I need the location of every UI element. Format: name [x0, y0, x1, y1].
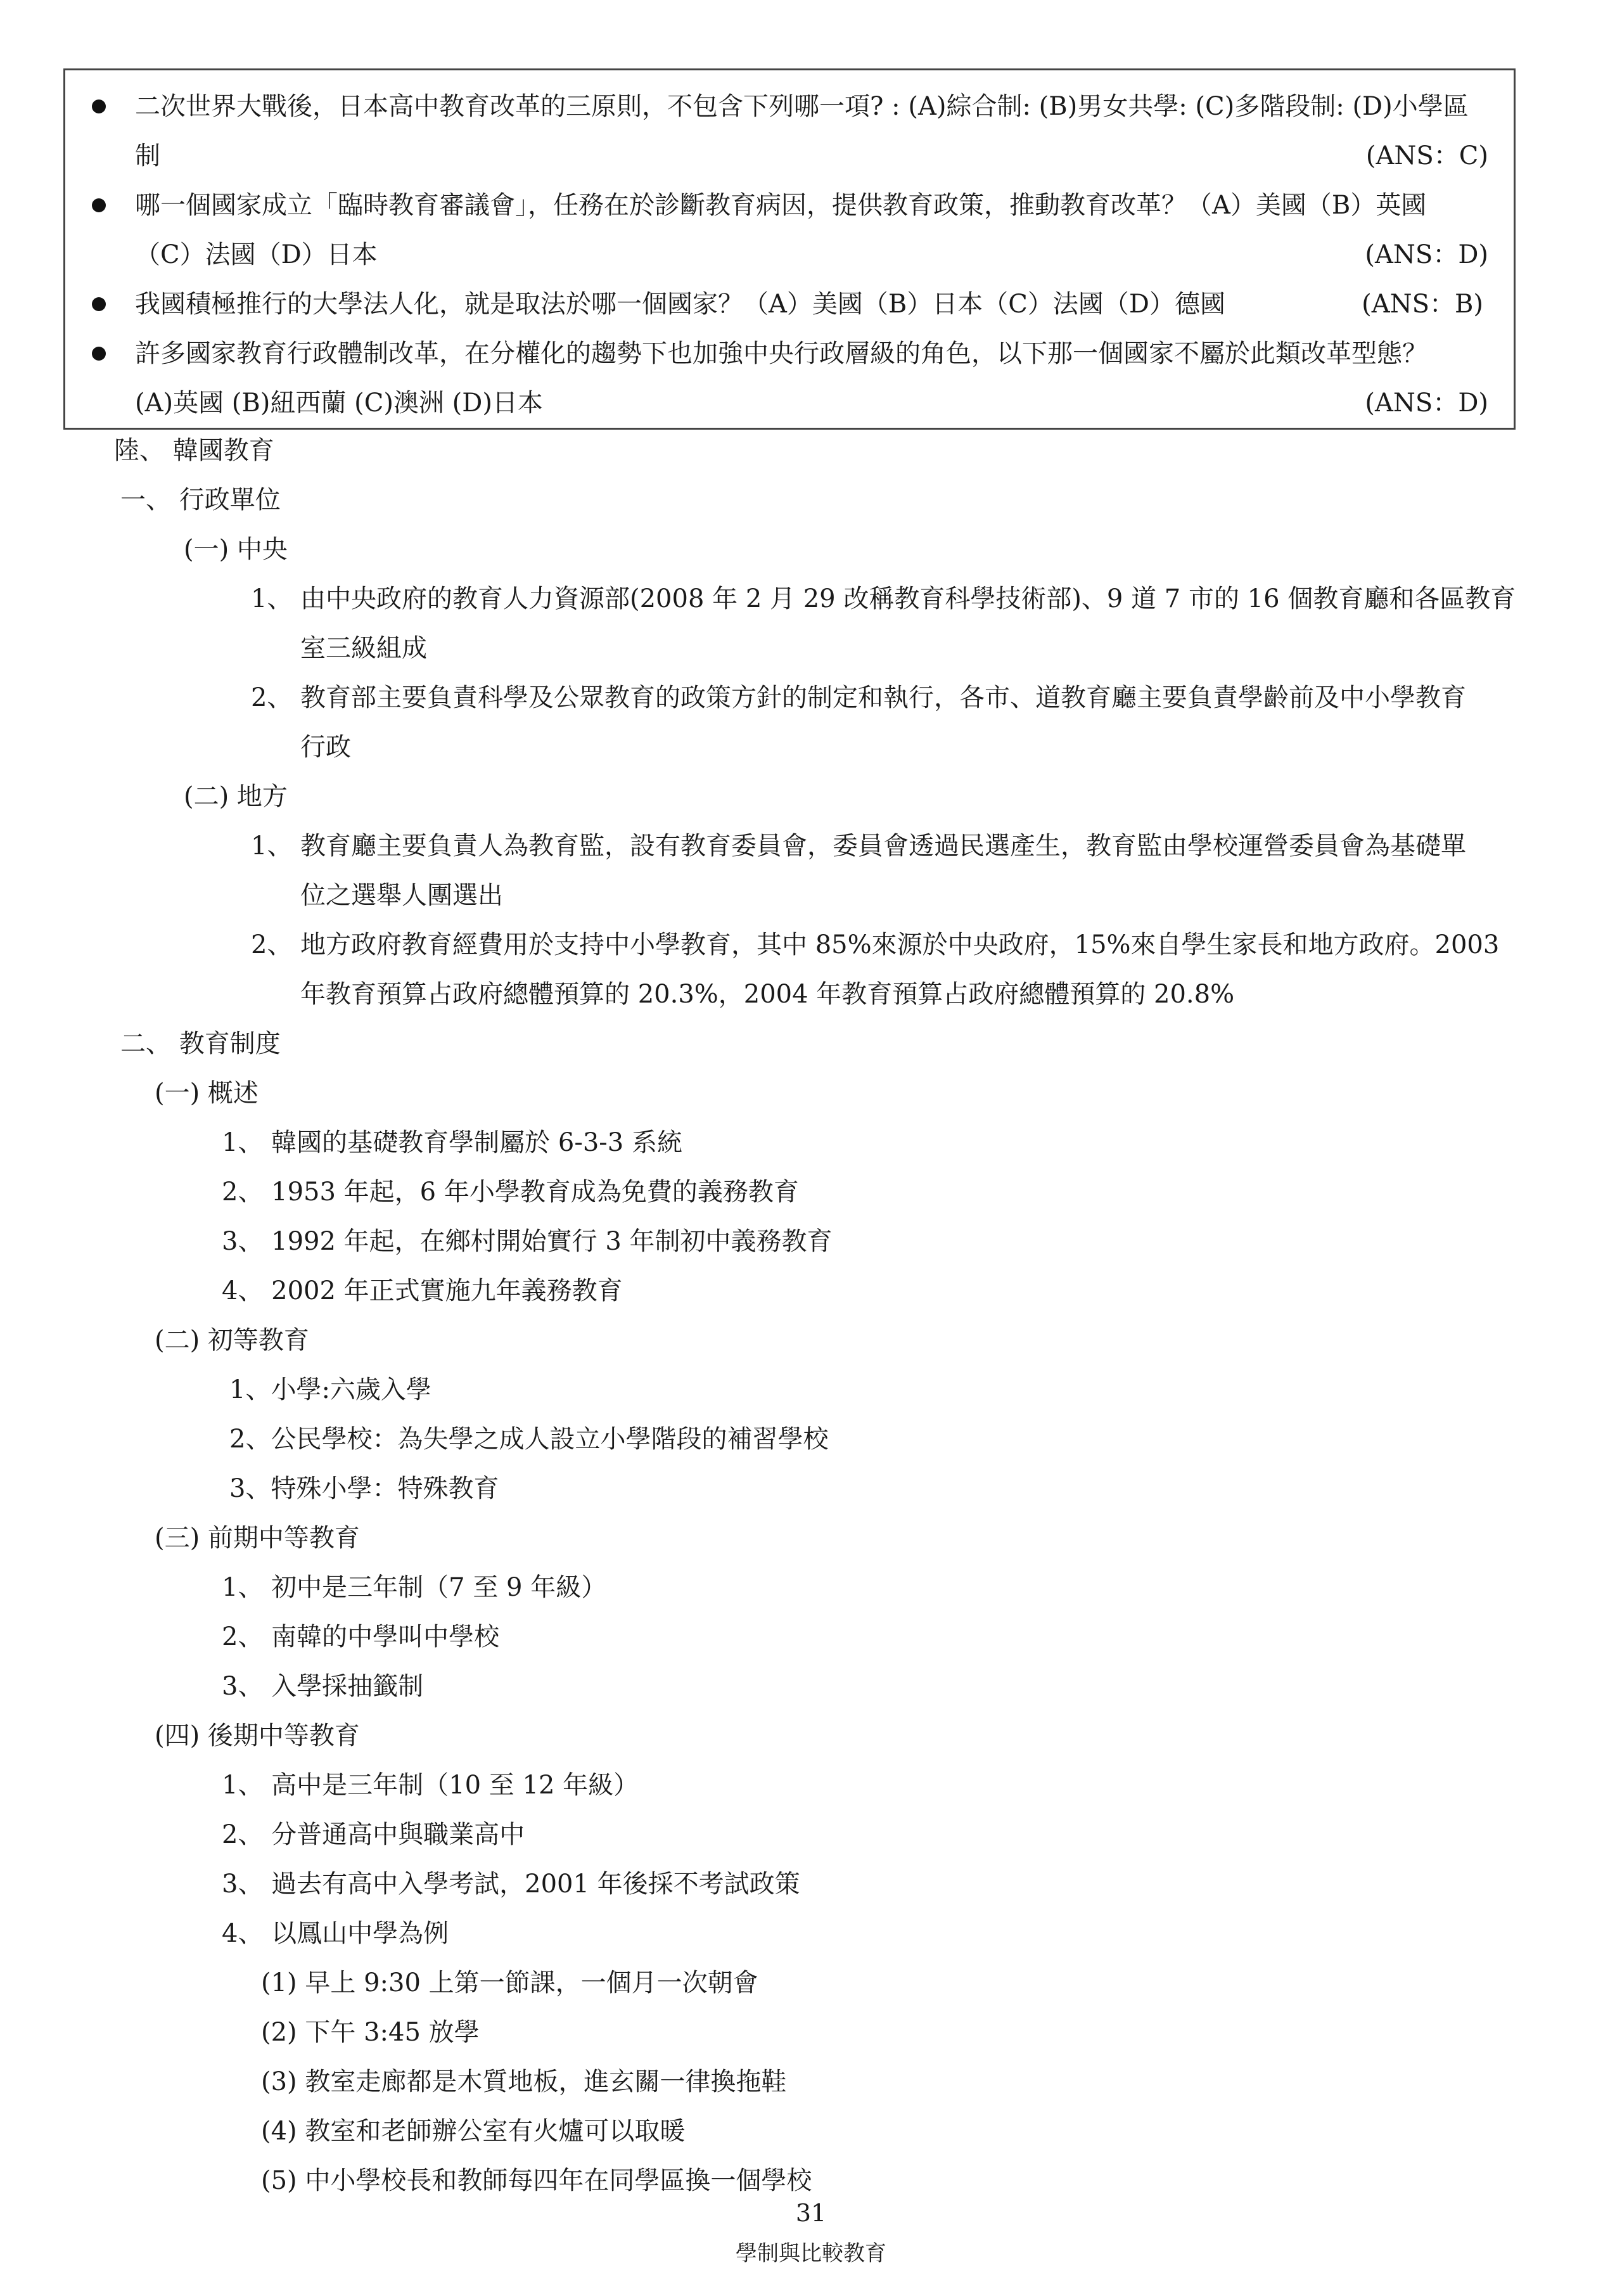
subsection-heading: (二) 初等教育	[155, 1326, 309, 1355]
paragraph-text: 室三級組成	[300, 634, 427, 663]
list-item: 1、 高中是三年制（10 至 12 年級）	[222, 1771, 639, 1800]
subsection-heading: (三) 前期中等教育	[155, 1523, 360, 1553]
answer-key: (ANS：D)	[1365, 388, 1488, 418]
list-item: 3、特殊小學：特殊教育	[229, 1474, 499, 1503]
list-item: 3、 入學採抽籤制	[222, 1672, 424, 1701]
question-text-cont: 制	[135, 141, 160, 170]
answer-key: (ANS：B)	[1362, 290, 1483, 319]
answer-key: (ANS：C)	[1365, 141, 1488, 170]
footer-title: 學制與比較教育	[736, 2241, 886, 2266]
list-item: 4、 2002 年正式實施九年義務教育	[222, 1276, 623, 1305]
list-item: 2、 分普通高中與職業高中	[222, 1820, 525, 1849]
bullet-icon	[92, 99, 106, 113]
paragraph-text: 教育部主要負責科學及公眾教育的政策方針的制定和執行，各市、道教育廳主要負責學齡前及中小學教育	[300, 683, 1466, 712]
question-text: 許多國家教育行政體制改革，在分權化的趨勢下也加強中央行政層級的角色，以下那一個國家不屬於此類改革型態？	[135, 339, 1427, 368]
bullet-icon	[92, 347, 106, 361]
list-number: 1、	[251, 584, 293, 613]
question-text: 我國積極推行的大學法人化，就是取法於哪一個國家？（A）美國（B）日本（C）法國（D）德國	[135, 290, 1225, 319]
question-text-cont: (A)英國 (B)紐西蘭 (C)澳洲 (D)日本	[135, 388, 543, 418]
list-item: (5) 中小學校長和教師每四年在同學區換一個學校	[261, 2166, 812, 2195]
bullet-icon	[92, 297, 106, 311]
paragraph-text: 行政	[300, 733, 351, 762]
list-item: (3) 教室走廊都是木質地板，進玄關一律換拖鞋	[261, 2067, 787, 2096]
list-number: 2、	[251, 683, 293, 712]
answer-key: (ANS：D)	[1365, 240, 1488, 269]
paragraph-text: 位之選舉人團選出	[300, 881, 503, 910]
question-text: 二次世界大戰後，日本高中教育改革的三原則，不包含下列哪一項? : (A)綜合制: (B)男女共學: (C)多階段制: (D)小學區	[135, 92, 1469, 121]
list-number: 1、	[251, 831, 293, 861]
paragraph-text: 由中央政府的教育人力資源部(2008 年 2 月 29 改稱教育科學技術部)、9 道 7 市的 16 個教育廳和各區教育	[300, 584, 1516, 613]
subsection-heading: 一、 行政單位	[120, 485, 281, 515]
list-item: 1、 初中是三年制（7 至 9 年級）	[222, 1573, 607, 1602]
bullet-icon	[92, 198, 106, 212]
subsection-heading: (一) 中央	[184, 535, 288, 564]
list-item: 2、公民學校：為失學之成人設立小學階段的補習學校	[229, 1425, 829, 1454]
subsection-heading: (一) 概述	[155, 1079, 259, 1108]
list-item: 4、 以鳳山中學為例	[222, 1919, 449, 1948]
list-item: 1、小學:六歲入學	[229, 1375, 431, 1404]
list-number: 2、	[251, 930, 293, 959]
paragraph-text: 地方政府教育經費用於支持中小學教育，其中 85%來源於中央政府，15%來自學生家長和地方政府。2003	[300, 930, 1500, 959]
list-item: (1) 早上 9:30 上第一節課，一個月一次朝會	[261, 1968, 758, 1998]
subsection-heading: 二、 教育制度	[120, 1029, 281, 1058]
subsection-heading: (四) 後期中等教育	[155, 1721, 360, 1750]
page-number: 31	[795, 2199, 827, 2227]
list-item: (2) 下午 3:45 放學	[261, 2018, 480, 2047]
list-item: 3、 1992 年起，在鄉村開始實行 3 年制初中義務教育	[222, 1227, 833, 1256]
paragraph-text: 教育廳主要負責人為教育監，設有教育委員會，委員會透過民選產生，教育監由學校運營委員會為基礎單	[300, 831, 1466, 861]
list-item: 2、 南韓的中學叫中學校	[222, 1622, 500, 1651]
question-text-cont: （C）法國（D）日本	[135, 240, 378, 269]
subsection-heading: (二) 地方	[184, 782, 288, 811]
list-item: (4) 教室和老師辦公室有火爐可以取暖	[261, 2117, 686, 2146]
question-text: 哪一個國家成立「臨時教育審議會」，任務在於診斷教育病因，提供教育政策，推動教育改革？（A）美國（B）英國	[135, 191, 1427, 220]
section-heading: 陸、 韓國教育	[114, 436, 274, 465]
list-item: 3、 過去有高中入學考試，2001 年後採不考試政策	[222, 1870, 800, 1899]
list-item: 2、 1953 年起，6 年小學教育成為免費的義務教育	[222, 1177, 799, 1207]
paragraph-text: 年教育預算占政府總體預算的 20.3%，2004 年教育預算占政府總體預算的 20.8%	[300, 980, 1235, 1009]
list-item: 1、 韓國的基礎教育學制屬於 6-3-3 系統	[222, 1128, 682, 1157]
review-questions-box	[63, 68, 1516, 430]
